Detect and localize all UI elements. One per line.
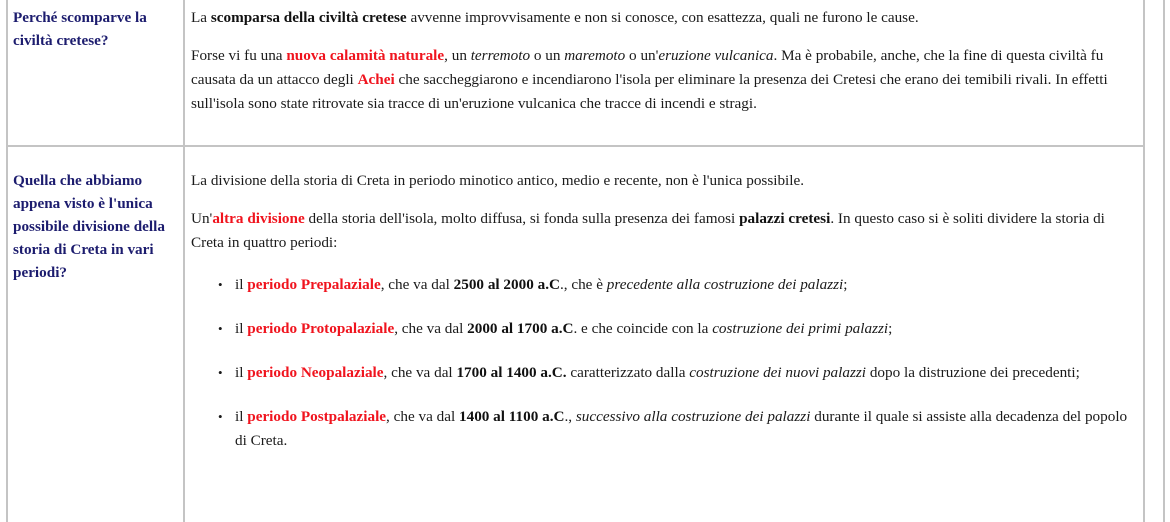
bold-emphasis: scomparsa della civiltà cretese [210,9,407,26]
bullet-icon: • [218,409,223,424]
period-range: 2000 al 1700 a.C [467,320,574,337]
text-run: della storia dell'isola, molto diffusa, si fonda sulla presenza dei famosi [304,210,740,227]
text-run: , che va dal [386,408,459,425]
text-run: ., che è [559,276,607,293]
red-highlight: altra divisione [212,210,305,227]
qa-table [6,0,1145,522]
period-description: costruzione dei primi palazzi [712,320,889,337]
period-description: precedente alla costruzione dei palazzi [606,276,844,293]
list-item-postpalaziale [218,405,1133,453]
bold-emphasis: palazzi cretesi [739,210,831,227]
text-run: il [235,364,248,381]
text-run: , che va dal [394,320,468,337]
period-name: periodo Neopalaziale [247,364,384,381]
text-run: Un' [191,210,213,227]
answer-cell [184,0,1144,146]
text-run: . e che coincide con la [573,320,713,337]
text-run: il [235,320,248,337]
text-run: o un' [625,47,659,64]
period-description: successivo alla costruzione dei palazzi [575,408,811,425]
question-cell [7,146,184,522]
text-run: ; [888,320,893,337]
italic-term: eruzione vulcanica [658,47,774,64]
bullet-icon: • [218,277,223,292]
list-item-protopalaziale [218,317,1133,341]
text-run: , che va dal [383,364,457,381]
periods-list [191,273,1133,453]
answer-paragraph: La divisione della storia di Creta in periodo minotico antico, medio e recente, non è l'unica possibile. [191,172,805,189]
text-run: caratterizzato dalla [566,364,690,381]
italic-term: terremoto [470,47,531,64]
text-run: . Ma è probabile, anche, che la fine di questa civiltà fu causata da un attacco degli [191,47,1104,88]
period-name: periodo Postpalaziale [247,408,387,425]
text-run: che saccheggiarono e incendiarono l'isola per eliminare la presenza dei Cretesi che erano dei temibili rivali. In effetti sull'isola sono state ritrovate sia tracce di un'eruzione vulcanica che tracce di incendi e stragi. [191,71,1108,112]
text-run: , un [444,47,471,64]
list-item-neopalaziale [218,361,1133,385]
period-range: 2500 al 2000 a.C [453,276,560,293]
text-run: ., [564,408,576,425]
bullet-icon: • [218,321,223,336]
question-text: Perché scomparve la civiltà cretese? [13,9,147,49]
text-run: Forse vi fu una [191,47,287,64]
period-range: 1400 al 1100 a.C [459,408,565,425]
answer-paragraph [191,207,1133,255]
italic-term: maremoto [564,47,626,64]
question-text: Quella che abbiamo appena visto è l'unica possibile divisione della storia di Creta in vari periodi? [13,172,165,281]
text-run: dopo la distruzione dei precedenti; [866,364,1080,381]
text-run: . In questo caso si è soliti dividere la storia di Creta in quattro periodi: [191,210,1105,251]
answer-paragraph [191,44,1133,116]
text-run: ; [843,276,848,293]
answer-paragraph [191,6,1133,30]
text-run: il [235,276,248,293]
text-run: il [235,408,248,425]
red-highlight: nuova calamità naturale [286,47,445,64]
text-run: avvenne improvvisamente e non si conosce, con esattezza, quali ne furono le cause. [406,9,919,26]
qa-row-divisione [7,146,1144,522]
question-cell [7,0,184,146]
text-run: , che va dal [380,276,454,293]
period-range: 1700 al 1400 a.C. [456,364,567,381]
period-name: periodo Protopalaziale [247,320,395,337]
text-run: o un [530,47,565,64]
text-run: durante il quale si assiste alla decadenza del popolo di Creta. [235,408,1128,449]
list-item-prepalaziale [218,273,1133,297]
red-highlight: Achei [357,71,395,88]
text-run: La [191,9,211,26]
bullet-icon: • [218,365,223,380]
answer-cell [184,146,1144,522]
period-description: costruzione dei nuovi palazzi [689,364,867,381]
period-name: periodo Prepalaziale [247,276,381,293]
page-right-border [1163,0,1165,522]
qa-row-scomparsa [7,0,1144,146]
